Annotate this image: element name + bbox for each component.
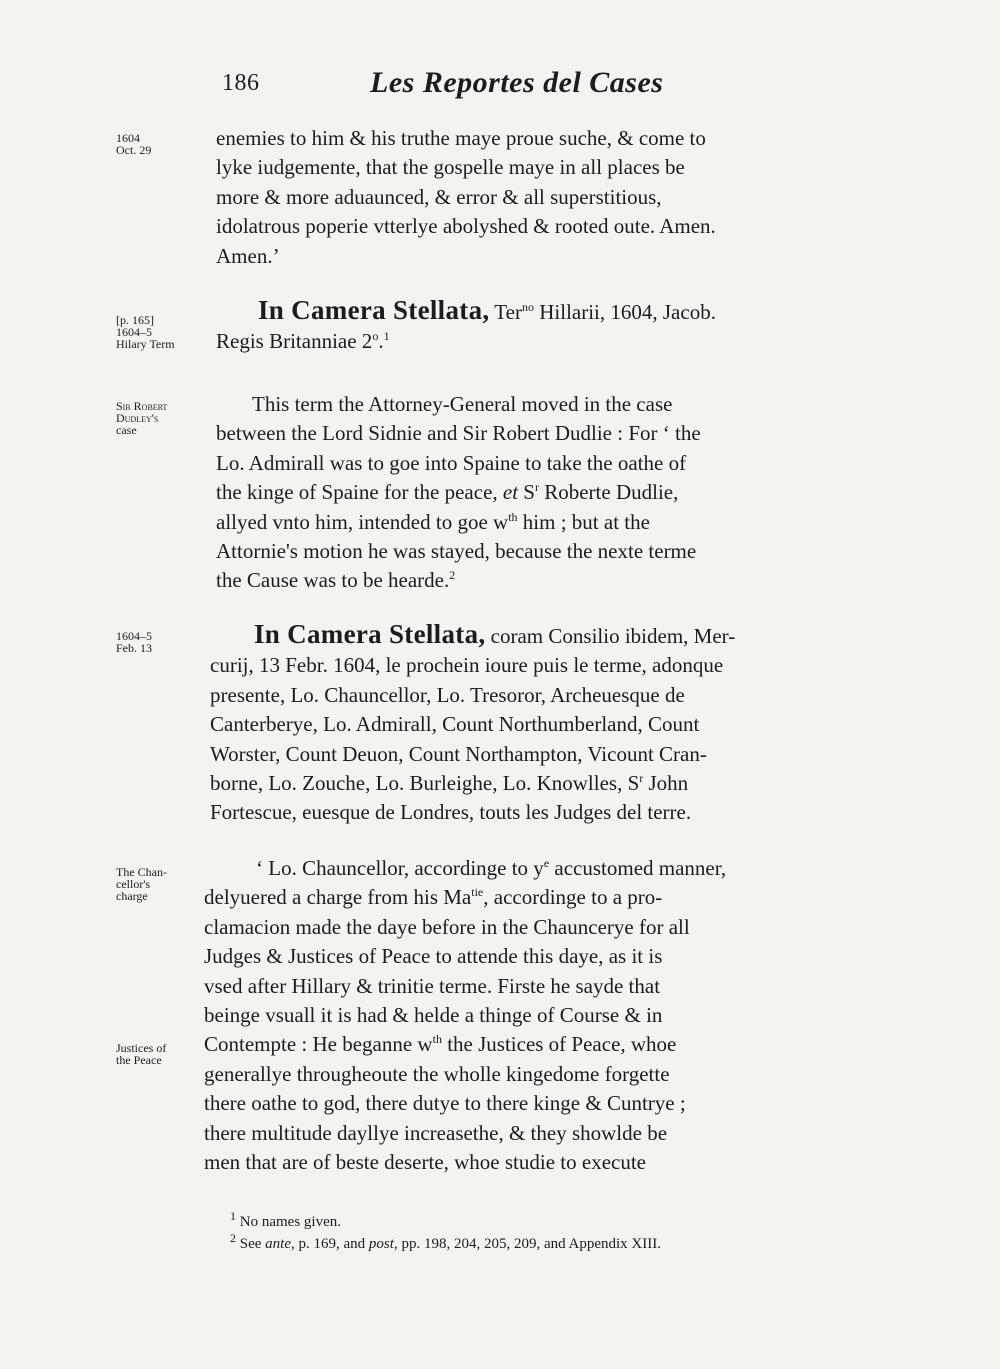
margin-year: 1604–5 <box>116 629 152 643</box>
text-line <box>216 327 846 356</box>
margin-page-ref: [p. 165] <box>116 313 154 327</box>
margin-term: Hilary Term <box>116 337 175 351</box>
paragraph-dudley-case <box>216 390 846 596</box>
text-line <box>216 566 846 595</box>
text-line <box>210 620 846 651</box>
margin-note-hilary <box>116 314 208 350</box>
text-line: enemies to him & his truthe maye proue suche, & come to <box>216 126 706 150</box>
margin-name: Sir Robert <box>116 399 168 413</box>
text-line: clamacion made the daye before in the Chauncerye for all <box>204 914 690 939</box>
text-line: Attornie's motion he was stayed, because the nexte terme <box>216 539 697 564</box>
paragraph-continuation <box>216 124 846 271</box>
heading-text: coram Consilio ibidem, Mer- <box>490 624 736 648</box>
superscript: th <box>432 1032 442 1047</box>
text-fragment: ‘ Lo. Chauncellor, accordinge to y <box>256 856 544 880</box>
text-line <box>216 508 846 537</box>
text-line: generallye througheoute the wholle kingedome forgette <box>204 1061 670 1086</box>
text-line <box>216 296 846 327</box>
superscript: th <box>508 509 518 524</box>
margin-note-justices <box>116 1042 208 1066</box>
margin-note-feb <box>116 630 208 654</box>
text-line <box>216 478 846 507</box>
text-line <box>204 883 844 912</box>
text-fragment: accustomed manner, <box>549 856 727 880</box>
footnote-number: 2 <box>230 1231 236 1245</box>
text-line: presente, Lo. Chauncellor, Lo. Tresoror, Archeuesque de <box>210 682 685 707</box>
heading-text: Ter <box>494 300 522 324</box>
heading-text: Regis Britanniae 2 <box>216 329 373 354</box>
text-fragment: Roberte Dudlie, <box>538 480 679 505</box>
text-line: Lo. Admirall was to goe into Spaine to take the oathe of <box>216 450 687 475</box>
text-line: curij, 13 Febr. 1604, le prochein ioure puis le terme, adonque <box>210 653 724 678</box>
text-line: Judges & Justices of Peace to attende this daye, as it is <box>204 944 663 969</box>
margin-note-chancellor <box>116 866 208 902</box>
margin-label: charge <box>116 889 148 903</box>
text-line: lyke iudgemente, that the gospelle maye in all places be <box>216 155 685 180</box>
margin-label: the Peace <box>116 1053 162 1067</box>
margin-date: Oct. 29 <box>116 143 152 157</box>
superscript: r <box>639 771 644 786</box>
text-line <box>210 769 846 798</box>
text-line: This term the Attorney-General moved in the case <box>252 392 673 416</box>
blackletter-heading: In Camera Stellata, <box>258 295 490 325</box>
text-line: idolatrous poperie vtterlye abolyshed & rooted oute. Amen. <box>216 214 716 239</box>
superscript: o <box>372 329 379 344</box>
text-fragment: S <box>523 480 535 505</box>
text-fragment: Contempte : He beganne w <box>204 1032 433 1057</box>
punctuation: . <box>378 329 384 354</box>
italic-word: et <box>502 480 519 505</box>
footnote-text: , p. 169, and <box>291 1236 369 1252</box>
text-line: beinge vsuall it is had & helde a thinge of Course & in <box>204 1003 663 1028</box>
footnote-text: , pp. 198, 204, 205, 209, and Appendix XIII. <box>393 1236 661 1252</box>
paragraph-chancellor-charge <box>204 854 844 1177</box>
text-line <box>204 854 844 883</box>
text-line: Worster, Count Deuon, Count Northampton, Vicount Cran- <box>210 741 707 766</box>
margin-year: 1604–5 <box>116 325 152 339</box>
italic-word: post <box>368 1236 394 1252</box>
italic-word: ante <box>265 1236 291 1252</box>
text-line: more & more aduaunced, & error & all superstitious, <box>216 184 662 209</box>
text-line: Fortescue, euesque de Londres, touts les Judges del terre. <box>210 800 692 825</box>
margin-year: 1604 <box>116 131 140 145</box>
footnote-ref: 1 <box>383 329 390 344</box>
text-fragment: the kinge of Spaine for the peace, <box>216 480 498 505</box>
superscript: tie <box>471 885 484 900</box>
margin-label: cellor's <box>116 877 151 891</box>
text-fragment: John <box>643 771 689 796</box>
text-fragment: the Cause was to be hearde. <box>216 568 450 593</box>
text-fragment: , accordinge to a pro- <box>483 885 663 910</box>
footnote-text: No names given. <box>236 1214 341 1230</box>
footnote-text: See <box>236 1236 266 1252</box>
margin-label: Justices of <box>116 1041 167 1055</box>
heading-text: Hillarii, 1604, Jacob. <box>533 300 716 324</box>
case-heading-february <box>210 620 846 828</box>
text-line: Amen.’ <box>216 243 280 268</box>
margin-note-date-oct <box>116 132 208 156</box>
text-fragment: allyed vnto him, intended to goe w <box>216 509 509 534</box>
text-line: Canterberye, Lo. Admirall, Count Northumberland, Count <box>210 712 700 737</box>
superscript: no <box>521 300 534 314</box>
margin-note-dudley <box>116 400 208 436</box>
superscript: e <box>543 856 550 870</box>
text-line: there oathe to god, there dutye to there kinge & Cuntrye ; <box>204 1091 686 1116</box>
superscript: r <box>534 480 539 495</box>
text-line: between the Lord Sidnie and Sir Robert Dudlie : For ‘ the <box>216 421 701 446</box>
text-line: men that are of beste deserte, whoe studie to execute <box>204 1150 646 1175</box>
text-fragment: the Justices of Peace, whoe <box>441 1032 677 1057</box>
footnote-number: 1 <box>230 1209 236 1223</box>
margin-label: case <box>116 423 137 437</box>
footnote-2 <box>230 1231 661 1254</box>
text-line: there multitude dayllye increasethe, & they showlde be <box>204 1120 668 1145</box>
margin-date: Feb. 13 <box>116 641 152 655</box>
text-fragment: delyuered a charge from his Ma <box>204 885 472 910</box>
blackletter-heading: In Camera Stellata, <box>254 619 486 649</box>
margin-name: Dudley's <box>116 411 159 425</box>
text-fragment: borne, Lo. Zouche, Lo. Burleighe, Lo. Knowlles, S <box>210 771 640 796</box>
footnote-1 <box>230 1209 341 1232</box>
text-line: vsed after Hillary & trinitie terme. Firste he sayde that <box>204 973 661 998</box>
text-fragment: him ; but at the <box>517 509 650 534</box>
text-line <box>204 1030 844 1059</box>
case-heading-hilary <box>216 296 846 357</box>
margin-label: The Chan- <box>116 865 167 879</box>
footnote-ref: 2 <box>449 568 456 583</box>
page-number: 186 <box>222 70 260 96</box>
running-title: Les Reportes del Cases <box>370 66 664 99</box>
